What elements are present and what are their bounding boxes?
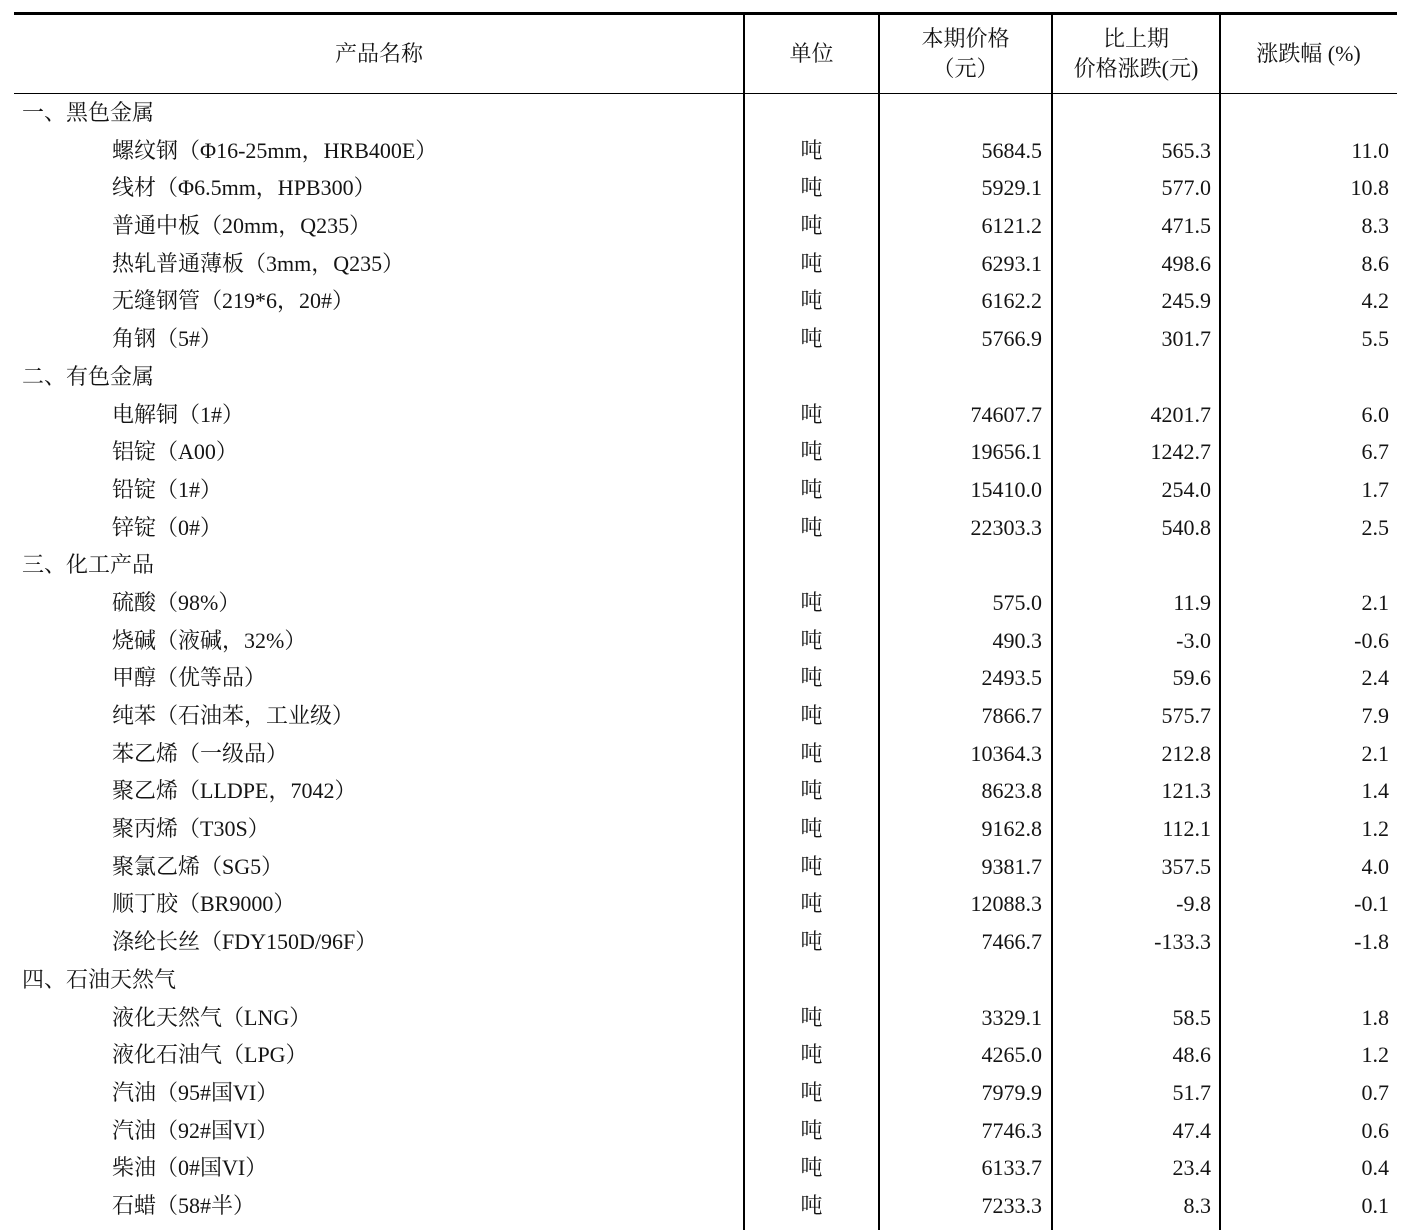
price-change: 254.0 (1161, 476, 1211, 502)
category-name: 三、化工产品 (22, 552, 155, 578)
column-divider (878, 15, 880, 1230)
header-unit-label: 单位 (789, 41, 834, 66)
table-row (14, 282, 1397, 320)
unit: 吨 (800, 853, 823, 879)
current-price: 5684.5 (981, 137, 1042, 163)
header-price-change (1052, 15, 1220, 93)
category-row (14, 546, 1397, 584)
unit: 吨 (800, 137, 823, 163)
current-price: 9162.8 (981, 816, 1042, 842)
current-price: 4265.0 (981, 1042, 1042, 1068)
change-percent: -0.1 (1354, 891, 1389, 917)
header-price-change-line2: 价格涨跌(元) (1073, 56, 1199, 81)
product-name: 柴油（0#国VI） (112, 1155, 268, 1181)
header-current-price-line1: 本期价格 (921, 26, 1010, 51)
unit: 吨 (800, 439, 823, 465)
product-name: 烧碱（液碱，32%） (112, 627, 307, 653)
price-change: 357.5 (1161, 853, 1211, 879)
table-row (14, 396, 1397, 434)
table-header (14, 15, 1397, 94)
product-name: 聚丙烯（T30S） (112, 816, 270, 842)
header-change-percent-label: 涨跌幅 (%) (1256, 41, 1361, 66)
unit: 吨 (800, 665, 823, 691)
product-name: 汽油（95#国VI） (112, 1079, 279, 1105)
price-change: 58.5 (1172, 1004, 1211, 1030)
header-price-change-line1: 比上期 (1102, 26, 1169, 51)
change-percent: 4.0 (1361, 853, 1389, 879)
price-change: 11.9 (1173, 589, 1211, 615)
unit: 吨 (800, 589, 823, 615)
price-change: 577.0 (1161, 175, 1211, 201)
product-name: 甲醇（优等品） (112, 665, 267, 691)
header-product-name-label: 产品名称 (334, 41, 423, 66)
price-change: 1242.7 (1150, 439, 1211, 465)
table-row (14, 1036, 1397, 1074)
change-percent: 0.7 (1361, 1079, 1389, 1105)
change-percent: 11.0 (1351, 137, 1389, 163)
table-row (14, 772, 1397, 810)
change-percent: 2.5 (1361, 514, 1389, 540)
product-name: 铝锭（A00） (112, 439, 238, 465)
change-percent: 4.2 (1361, 288, 1389, 314)
current-price: 6293.1 (981, 250, 1042, 276)
current-price: 7866.7 (981, 703, 1042, 728)
current-price: 22303.3 (970, 514, 1042, 540)
table-row (14, 471, 1397, 509)
current-price: 12088.3 (970, 891, 1042, 917)
table-row (14, 999, 1397, 1037)
price-change: 471.5 (1161, 213, 1211, 239)
product-name: 聚乙烯（LLDPE，7042） (112, 778, 357, 804)
header-product-name (14, 15, 744, 93)
unit: 吨 (800, 816, 823, 842)
table-row (14, 1074, 1397, 1112)
unit: 吨 (800, 1155, 823, 1181)
change-percent: 1.8 (1361, 1004, 1389, 1030)
change-percent: 2.4 (1361, 665, 1389, 691)
change-percent: 1.4 (1361, 778, 1389, 804)
table-row (14, 207, 1397, 245)
price-change: 8.3 (1183, 1192, 1211, 1218)
category-name: 四、石油天然气 (22, 966, 177, 992)
price-change: 51.7 (1172, 1079, 1211, 1105)
change-percent: 1.2 (1361, 1042, 1389, 1068)
unit: 吨 (800, 778, 823, 804)
product-name: 石蜡（58#半） (112, 1192, 256, 1218)
unit: 吨 (800, 288, 823, 314)
unit: 吨 (800, 740, 823, 766)
table-row (14, 810, 1397, 848)
unit: 吨 (800, 703, 823, 728)
current-price: 7746.3 (981, 1117, 1042, 1143)
current-price: 5766.9 (981, 326, 1042, 352)
product-name: 螺纹钢（Φ16-25mm，HRB400E） (112, 137, 438, 163)
table-row (14, 433, 1397, 471)
price-change: 245.9 (1161, 288, 1211, 314)
product-name: 普通中板（20mm，Q235） (112, 213, 372, 239)
current-price: 6121.2 (981, 213, 1042, 239)
table-row (14, 584, 1397, 622)
product-name: 锌锭（0#） (112, 514, 223, 540)
product-name: 无缝钢管（219*6，20#） (112, 288, 355, 314)
change-percent: 6.0 (1361, 401, 1389, 427)
category-row (14, 961, 1397, 999)
product-name: 铅锭（1#） (112, 476, 223, 502)
change-percent: -0.6 (1354, 627, 1389, 653)
price-change: -133.3 (1154, 929, 1211, 955)
change-percent: 2.1 (1361, 589, 1389, 615)
price-change: 23.4 (1172, 1155, 1211, 1181)
current-price: 6162.2 (981, 288, 1042, 314)
product-name: 液化石油气（LPG） (112, 1042, 308, 1068)
current-price: 19656.1 (970, 439, 1042, 465)
table-row (14, 735, 1397, 773)
product-name: 聚氯乙烯（SG5） (112, 853, 284, 879)
category-row (14, 358, 1397, 396)
header-change-percent (1220, 15, 1397, 93)
header-current-price (879, 15, 1052, 93)
product-name: 苯乙烯（一级品） (112, 740, 289, 766)
table-row (14, 245, 1397, 283)
current-price: 7233.3 (981, 1192, 1042, 1218)
change-percent: 0.1 (1361, 1192, 1389, 1218)
current-price: 3329.1 (981, 1004, 1042, 1030)
price-change: -9.8 (1176, 891, 1211, 917)
column-divider (1219, 15, 1221, 1230)
change-percent: 7.9 (1361, 703, 1389, 728)
table-row (14, 697, 1397, 735)
unit: 吨 (800, 401, 823, 427)
price-change: 565.3 (1161, 137, 1211, 163)
product-name: 电解铜（1#） (112, 401, 245, 427)
current-price: 7979.9 (981, 1079, 1042, 1105)
header-unit (744, 15, 879, 93)
table-row (14, 1112, 1397, 1150)
change-percent: 1.7 (1361, 476, 1389, 502)
unit: 吨 (800, 1004, 823, 1030)
price-change: 498.6 (1161, 250, 1211, 276)
unit: 吨 (800, 929, 823, 955)
unit: 吨 (800, 1117, 823, 1143)
table-row (14, 1149, 1397, 1187)
price-change: 59.6 (1172, 665, 1211, 691)
unit: 吨 (800, 891, 823, 917)
price-change: 301.7 (1161, 326, 1211, 352)
price-change: 575.7 (1161, 703, 1211, 728)
product-name: 线材（Φ6.5mm，HPB300） (112, 175, 376, 201)
table-row (14, 509, 1397, 547)
unit: 吨 (800, 627, 823, 653)
price-change: 47.4 (1172, 1117, 1211, 1143)
current-price: 575.0 (992, 589, 1042, 615)
product-name: 汽油（92#国VI） (112, 1117, 279, 1143)
product-name: 液化天然气（LNG） (112, 1004, 312, 1030)
unit: 吨 (800, 514, 823, 540)
change-percent: 10.8 (1350, 175, 1389, 201)
current-price: 9381.7 (981, 853, 1042, 879)
price-change: 540.8 (1161, 514, 1211, 540)
price-change: 4201.7 (1150, 401, 1211, 427)
product-name: 硫酸（98%） (112, 589, 241, 615)
table-row (14, 169, 1397, 207)
table-row (14, 848, 1397, 886)
change-percent: 8.3 (1361, 213, 1389, 239)
current-price: 8623.8 (981, 778, 1042, 804)
column-divider (1051, 15, 1053, 1230)
table-row (14, 1187, 1397, 1225)
current-price: 2493.5 (981, 665, 1042, 691)
column-divider (743, 15, 745, 1230)
current-price: 7466.7 (981, 929, 1042, 955)
table-row (14, 923, 1397, 961)
unit: 吨 (800, 213, 823, 239)
price-change: -3.0 (1176, 627, 1211, 653)
change-percent: 8.6 (1361, 250, 1389, 276)
change-percent: 1.2 (1361, 816, 1389, 842)
table-row (14, 885, 1397, 923)
product-name: 涤纶长丝（FDY150D/96F） (112, 929, 378, 955)
change-percent: 0.4 (1361, 1155, 1389, 1181)
price-change: 48.6 (1172, 1042, 1211, 1068)
unit: 吨 (800, 476, 823, 502)
current-price: 490.3 (992, 627, 1042, 653)
current-price: 15410.0 (970, 476, 1042, 502)
unit: 吨 (800, 1042, 823, 1068)
current-price: 6133.7 (981, 1155, 1042, 1181)
table-row (14, 320, 1397, 358)
change-percent: 5.5 (1361, 326, 1389, 352)
unit: 吨 (800, 326, 823, 352)
product-name: 热轧普通薄板（3mm，Q235） (112, 250, 405, 276)
current-price: 5929.1 (981, 175, 1042, 201)
product-name: 顺丁胶（BR9000） (112, 891, 296, 917)
price-change: 112.1 (1162, 816, 1211, 842)
unit: 吨 (800, 175, 823, 201)
category-name: 二、有色金属 (22, 363, 155, 389)
category-row (14, 94, 1397, 132)
change-percent: -1.8 (1354, 929, 1389, 955)
unit: 吨 (800, 1079, 823, 1105)
price-change: 121.3 (1161, 778, 1211, 804)
unit: 吨 (800, 1192, 823, 1218)
price-table (14, 12, 1397, 1230)
unit: 吨 (800, 250, 823, 276)
product-name: 纯苯（石油苯，工业级） (112, 703, 355, 728)
change-percent: 2.1 (1361, 740, 1389, 766)
current-price: 10364.3 (970, 740, 1042, 766)
category-name: 一、黑色金属 (22, 100, 155, 125)
change-percent: 0.6 (1361, 1117, 1389, 1143)
header-current-price-line2: （元） (932, 56, 999, 81)
table-row (14, 622, 1397, 660)
table-row (14, 659, 1397, 697)
change-percent: 6.7 (1361, 439, 1389, 465)
product-name: 角钢（5#） (112, 326, 223, 352)
current-price: 74607.7 (970, 401, 1042, 427)
price-change: 212.8 (1161, 740, 1211, 766)
table-row (14, 132, 1397, 170)
